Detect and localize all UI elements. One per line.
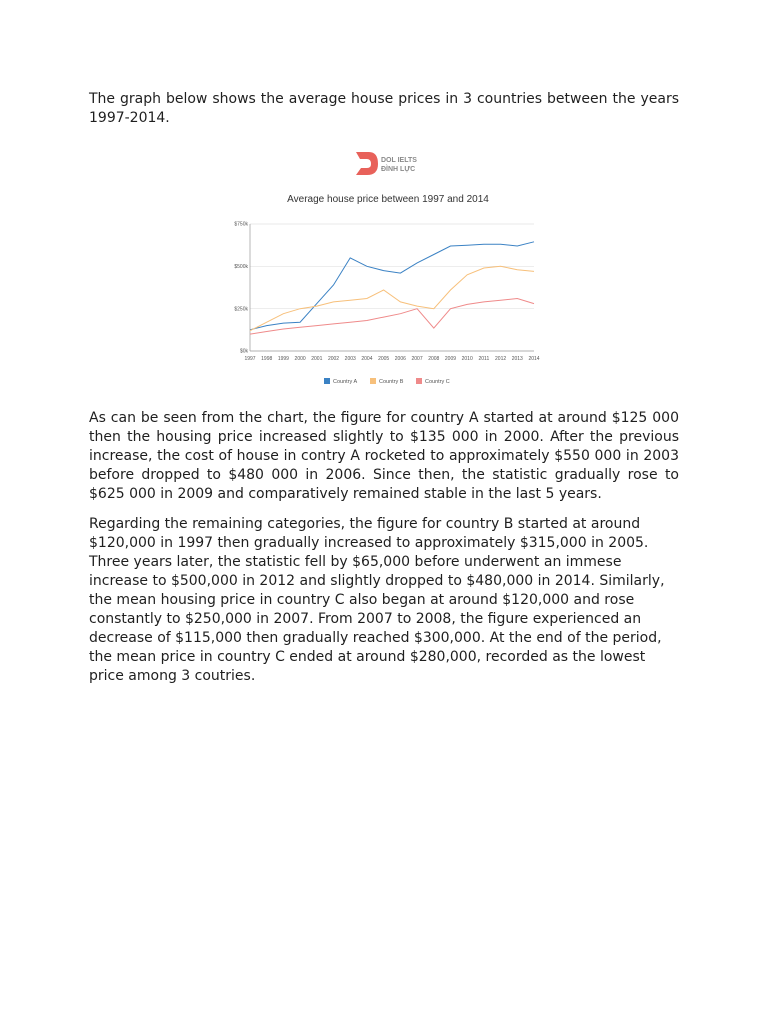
x-tick-label: 2004 bbox=[361, 356, 373, 362]
x-tick-label: 2000 bbox=[294, 356, 306, 362]
legend-label: Country A bbox=[333, 379, 358, 385]
logo-line2: ĐÌNH LỰC bbox=[381, 166, 416, 173]
paragraph-2: Regarding the remaining categories, the figure for country B started at around $120,000 in 1997 then gradually increased to approximately $315,000 in 2005. Three years later, the statistic fell by $65,000 before underwent an immese increase to $500,000 in 2012 and slightly dropped to $480,000 in 2014. Similarly, the mean housing price in country C also began at around $120,000 and rose constantly to $250,000 in 2007. From 2007 to 2008, the figure experienced an decrease of $115,000 then gradually reached $300,000. At the end of the period, the mean price in country C ended at around $280,000, recorded as the lowest price among 3 coutries. bbox=[89, 516, 665, 684]
legend-swatch bbox=[324, 378, 330, 384]
paragraph-1: As can be seen from the chart, the figure for country A started at around $125 000 then the housing price increased slightly to $135 000 in 2000. After the previous increase, the cost of house in contry A rocketed to approximately $550 000 in 2003 before dropped to $480 000 in 2006. Since then, the statistic gradually rose to $625 000 in 2009 and comparatively remained stable in the last 5 years. bbox=[89, 410, 679, 502]
y-tick-label: $500k bbox=[234, 264, 248, 271]
dol-ielts-logo bbox=[356, 152, 417, 175]
x-tick-label: 2013 bbox=[511, 356, 523, 362]
logo-icon bbox=[356, 152, 378, 175]
intro-text: The graph below shows the average house prices in 3 countries between the years 1997-2014. bbox=[89, 91, 679, 126]
legend-label: Country B bbox=[379, 379, 404, 385]
series-line bbox=[250, 299, 534, 335]
x-tick-label: 2001 bbox=[311, 356, 323, 362]
logo-line1: DOL IELTS bbox=[381, 157, 417, 164]
y-tick-label: $0k bbox=[239, 348, 248, 355]
x-tick-label: 2009 bbox=[444, 356, 457, 362]
x-tick-label: 2014 bbox=[528, 356, 540, 362]
y-axis-ticks bbox=[234, 222, 248, 355]
legend-swatch bbox=[416, 378, 422, 384]
x-tick-label: 1999 bbox=[277, 356, 289, 362]
chart-legend bbox=[324, 378, 450, 385]
x-axis-ticks bbox=[244, 356, 539, 362]
chart-figure bbox=[224, 140, 544, 390]
chart-series bbox=[250, 242, 534, 334]
x-tick-label: 1998 bbox=[261, 356, 273, 362]
x-tick-label: 2011 bbox=[478, 356, 490, 362]
line-chart bbox=[224, 140, 544, 390]
y-tick-label: $250k bbox=[234, 306, 248, 313]
chart-title: Average house price between 1997 and 2014 bbox=[287, 194, 489, 205]
series-line bbox=[250, 266, 534, 330]
x-tick-label: 2012 bbox=[495, 356, 507, 362]
chart-grid bbox=[250, 224, 534, 351]
legend-swatch bbox=[370, 378, 376, 384]
series-line bbox=[250, 242, 534, 330]
x-tick-label: 2003 bbox=[344, 356, 356, 362]
x-tick-label: 2007 bbox=[411, 356, 423, 362]
x-tick-label: 2006 bbox=[394, 356, 406, 362]
x-tick-label: 2002 bbox=[327, 356, 340, 362]
x-tick-label: 1997 bbox=[244, 356, 256, 362]
x-tick-label: 2010 bbox=[461, 356, 473, 362]
legend-label: Country C bbox=[425, 379, 450, 385]
x-tick-label: 2005 bbox=[378, 356, 390, 362]
x-tick-label: 2008 bbox=[428, 356, 440, 362]
y-tick-label: $750k bbox=[234, 221, 248, 228]
